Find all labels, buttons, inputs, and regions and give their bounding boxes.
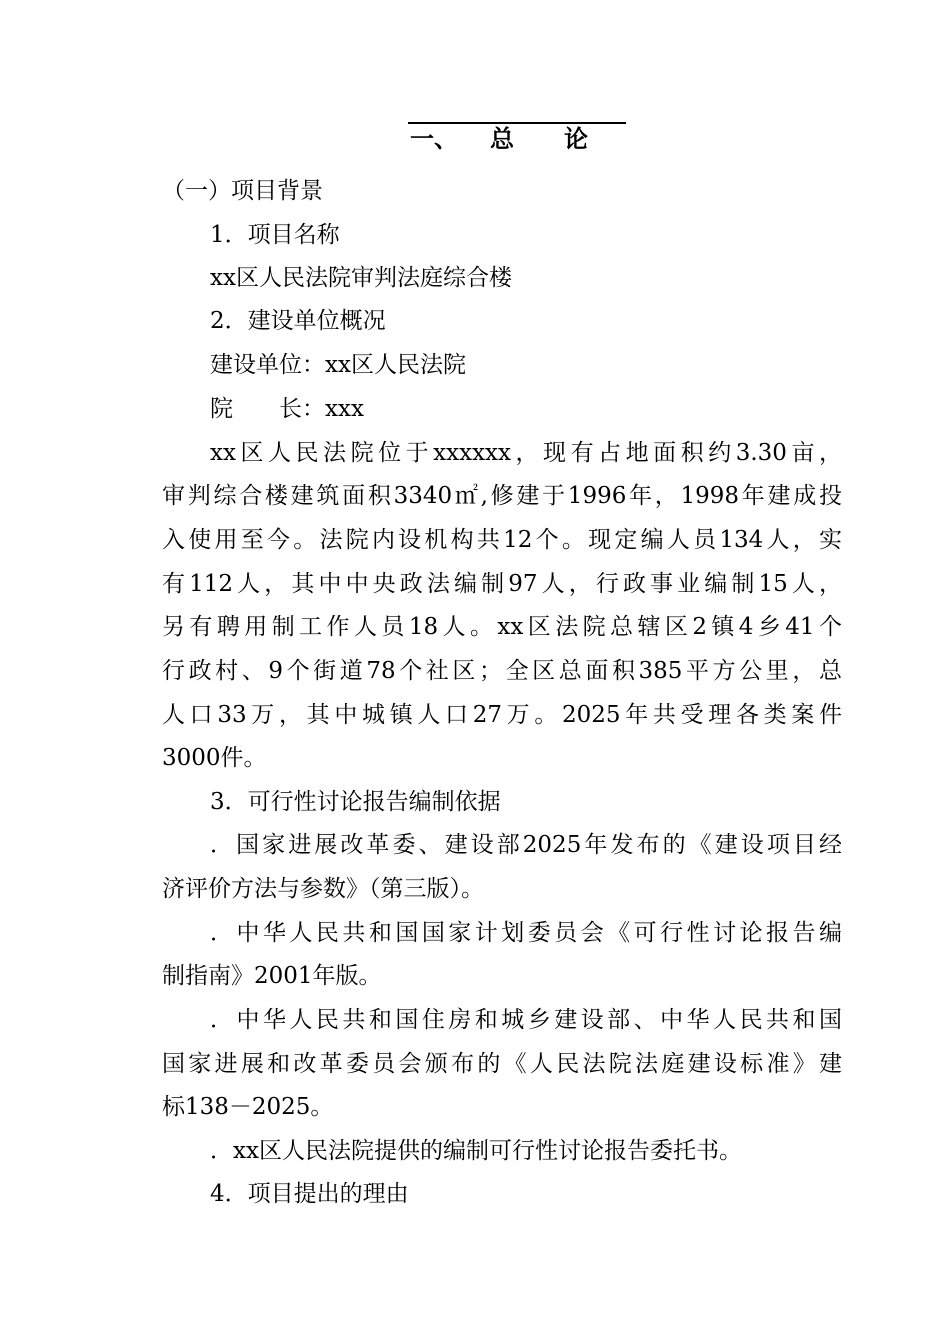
basis-line: ．国家进展改革委、建设部2025年发布的《建设项目经 bbox=[210, 832, 842, 858]
basis-line: 标138－2025。 bbox=[162, 1094, 334, 1120]
overview-line: 审判综合楼建筑面积3340㎡,修建于1996年，1998年建成投 bbox=[162, 483, 842, 509]
overview-line: 3000件。 bbox=[162, 745, 267, 771]
project-name-heading: 1．项目名称 bbox=[210, 222, 340, 248]
basis-line: ．中华人民共和国住房和城乡建设部、中华人民共和国 bbox=[210, 1007, 842, 1033]
overview-line: 人口33万，其中城镇人口27万。2025年共受理各类案件 bbox=[162, 702, 842, 728]
basis-line: ．中华人民共和国国家计划委员会《可行性讨论报告编 bbox=[210, 920, 842, 946]
overview-line: 行政村、9个街道78个社区；全区总面积385平方公里，总 bbox=[162, 658, 842, 684]
president-line: 院 长：xxx bbox=[210, 396, 364, 422]
page-title bbox=[408, 122, 626, 153]
basis-line: 制指南》2001年版。 bbox=[162, 963, 382, 989]
unit-overview-heading: 2．建设单位概况 bbox=[210, 308, 386, 334]
title-part-3: 论 bbox=[564, 124, 588, 153]
reason-heading: 4．项目提出的理由 bbox=[210, 1181, 409, 1207]
basis-line: 国家进展和改革委员会颁布的《人民法院法庭建设标准》建 bbox=[162, 1051, 842, 1077]
basis-line: 济评价方法与参数》（第三版）。 bbox=[162, 876, 484, 902]
overview-line: xx区人民法院位于xxxxxx，现有占地面积约3.30亩， bbox=[210, 440, 842, 466]
overview-line: 入使用至今。法院内设机构共12个。现定编人员134人，实 bbox=[162, 527, 842, 553]
overview-line: 有112人，其中中央政法编制97人，行政事业编制15人， bbox=[162, 571, 842, 597]
title-part-2: 总 bbox=[490, 124, 514, 153]
section-heading: （一）项目背景 bbox=[162, 178, 323, 204]
project-name-value: xx区人民法院审判法庭综合楼 bbox=[210, 265, 512, 291]
title-part-1: 一、 bbox=[410, 124, 458, 153]
overview-line: 另有聘用制工作人员18人。xx区法院总辖区2镇4乡41个 bbox=[162, 614, 842, 640]
basis-heading: 3．可行性讨论报告编制依据 bbox=[210, 789, 501, 815]
construction-unit-line: 建设单位：xx区人民法院 bbox=[210, 352, 466, 378]
basis-line: ．xx区人民法院提供的编制可行性讨论报告委托书。 bbox=[210, 1138, 742, 1164]
